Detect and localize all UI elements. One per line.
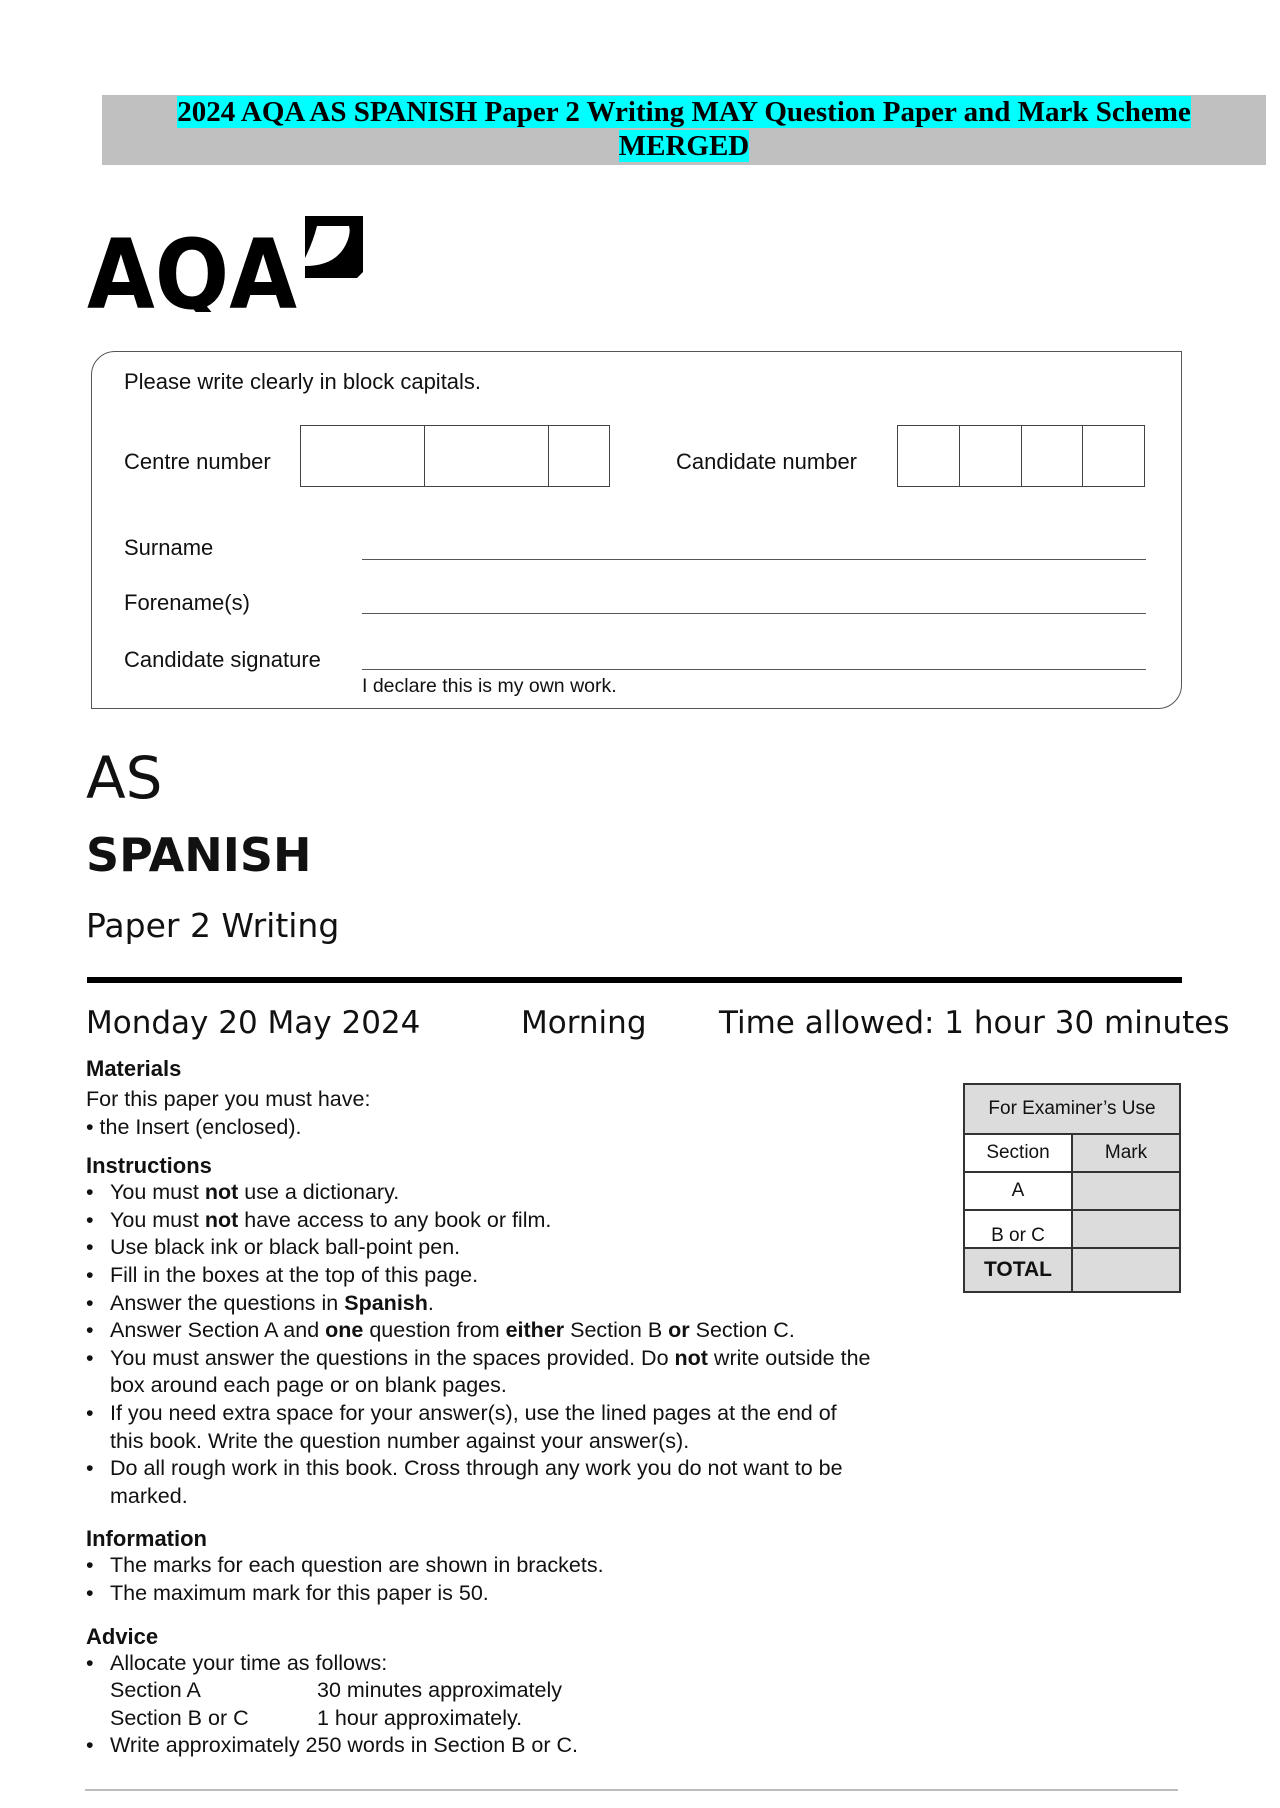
bullet-icon: • bbox=[86, 1553, 94, 1578]
signature-label: Candidate signature bbox=[124, 647, 321, 672]
document-title-banner bbox=[102, 95, 1266, 165]
section-a-mark bbox=[1072, 1172, 1180, 1210]
advice-allocate: Allocate your time as follows: bbox=[110, 1650, 388, 1675]
time-allowed: Time allowed: 1 hour 30 minutes bbox=[719, 1005, 1230, 1041]
rubric bbox=[86, 1056, 986, 1760]
list-item bbox=[86, 1455, 876, 1510]
bullet-icon: • bbox=[86, 1290, 94, 1315]
text-segment: You must bbox=[110, 1207, 205, 1232]
allocation-section: Section B or C bbox=[110, 1705, 249, 1730]
bullet-icon: • bbox=[86, 1318, 94, 1343]
declaration-text: I declare this is my own work. bbox=[362, 675, 617, 697]
list-item-text bbox=[110, 1552, 604, 1580]
list-item bbox=[86, 1345, 876, 1400]
list-item-text bbox=[110, 1345, 876, 1400]
list-item-text bbox=[110, 1262, 478, 1290]
emphasis-text: not bbox=[674, 1345, 708, 1370]
list-item-text bbox=[110, 1234, 460, 1262]
information-list bbox=[86, 1552, 986, 1607]
examiner-table-title: For Examiner’s Use bbox=[964, 1084, 1180, 1134]
candidate-number-digit[interactable] bbox=[1083, 426, 1144, 486]
list-item-text bbox=[110, 1207, 551, 1235]
exam-date: Monday 20 May 2024 bbox=[86, 1005, 421, 1041]
section-b-or-c-label: B or C bbox=[964, 1210, 1072, 1248]
candidate-number-label: Candidate number bbox=[676, 449, 858, 474]
bullet-icon: • bbox=[86, 1207, 94, 1232]
advice-list bbox=[86, 1650, 986, 1760]
allocation-time: 1 hour approximately. bbox=[317, 1705, 523, 1730]
centre-number-digit[interactable] bbox=[549, 426, 609, 486]
subject-title: SPANISH bbox=[86, 828, 312, 882]
text-segment: If you need extra space for your answer(s), use the lined pages at the end of this book. Write the question number against your answer(s). bbox=[110, 1400, 837, 1453]
list-item: • Allocate your time as follows: bbox=[86, 1650, 986, 1678]
list-item bbox=[86, 1207, 876, 1235]
candidate-number-digit[interactable] bbox=[898, 426, 960, 486]
emphasis-text: or bbox=[668, 1318, 690, 1343]
list-item bbox=[86, 1234, 876, 1262]
text-segment: You must bbox=[110, 1180, 205, 1205]
text-segment: write outside the box around each page or on blank pages. bbox=[110, 1345, 871, 1398]
text-segment: Answer Section A and bbox=[110, 1318, 326, 1343]
list-item bbox=[86, 1400, 876, 1455]
time-allocation-row bbox=[86, 1705, 986, 1733]
text-segment: have access to any book or film. bbox=[238, 1207, 552, 1232]
total-mark bbox=[1072, 1248, 1180, 1292]
text-segment: use a dictionary. bbox=[238, 1180, 400, 1205]
forename-field[interactable] bbox=[362, 613, 1146, 614]
mark-header: Mark bbox=[1072, 1134, 1180, 1172]
allocation-section: Section A bbox=[110, 1678, 201, 1703]
banner-line-2: MERGED bbox=[618, 130, 750, 162]
materials-intro: For this paper you must have: bbox=[86, 1087, 371, 1111]
bullet-icon: • bbox=[86, 1456, 94, 1481]
qualification-level: AS bbox=[86, 744, 163, 812]
allocation-time: 30 minutes approximately bbox=[317, 1678, 562, 1703]
forename-label: Forename(s) bbox=[124, 590, 250, 615]
list-item-text bbox=[110, 1317, 795, 1345]
bullet-icon: • bbox=[86, 1400, 94, 1425]
text-segment: Section B bbox=[564, 1318, 669, 1343]
list-item-text bbox=[110, 1580, 489, 1608]
bullet-icon: • bbox=[86, 1262, 94, 1287]
list-item bbox=[86, 1552, 986, 1580]
bullet-icon: • bbox=[86, 1180, 94, 1205]
text-segment: question from bbox=[363, 1318, 506, 1343]
divider bbox=[87, 977, 1182, 983]
emphasis-text: either bbox=[505, 1318, 565, 1343]
centre-number-label: Centre number bbox=[124, 449, 271, 474]
text-segment: The marks for each question are shown in brackets. bbox=[110, 1553, 604, 1578]
svg-text:AQA: AQA bbox=[87, 219, 297, 312]
section-header: Section bbox=[964, 1134, 1072, 1172]
page-footer-rule bbox=[85, 1789, 1178, 1791]
examiners-use-table bbox=[963, 1083, 1181, 1293]
list-item: • Write approximately 250 words in Section B or C. bbox=[86, 1732, 986, 1760]
materials-heading: Materials bbox=[86, 1056, 182, 1081]
instructions-list bbox=[86, 1179, 876, 1510]
emphasis-text: not bbox=[204, 1207, 239, 1232]
list-item bbox=[86, 1580, 986, 1608]
list-item bbox=[86, 1317, 876, 1345]
list-item bbox=[86, 1290, 876, 1318]
materials-item: • the Insert (enclosed). bbox=[86, 1114, 302, 1139]
instructions-heading: Instructions bbox=[86, 1153, 212, 1179]
emphasis-text: Spanish bbox=[344, 1290, 428, 1315]
text-segment: The maximum mark for this paper is 50. bbox=[110, 1580, 489, 1605]
text-segment: Fill in the boxes at the top of this page. bbox=[110, 1262, 479, 1287]
text-segment: Use black ink or black ball-point pen. bbox=[110, 1235, 461, 1260]
text-segment: Section C. bbox=[689, 1318, 795, 1343]
surname-field[interactable] bbox=[362, 559, 1146, 560]
paper-title: Paper 2 Writing bbox=[86, 906, 340, 945]
candidate-number-input[interactable] bbox=[897, 425, 1145, 487]
candidate-number-digit[interactable] bbox=[1022, 426, 1083, 486]
text-segment: Do all rough work in this book. Cross through any work you do not want to be marked. bbox=[110, 1456, 843, 1508]
emphasis-text: not bbox=[204, 1180, 239, 1205]
emphasis-text: one bbox=[325, 1318, 364, 1343]
list-item-text bbox=[110, 1290, 434, 1318]
centre-number-digit[interactable] bbox=[301, 426, 425, 486]
information-heading: Information bbox=[86, 1526, 207, 1552]
section-a-label: A bbox=[964, 1172, 1072, 1210]
list-item-text bbox=[110, 1400, 876, 1455]
bullet-icon: • bbox=[86, 1345, 94, 1370]
advice-words: Write approximately 250 words in Section B or C. bbox=[110, 1733, 579, 1758]
text-segment: . bbox=[427, 1290, 434, 1315]
bullet-icon: • bbox=[86, 1580, 94, 1605]
centre-number-digit[interactable] bbox=[425, 426, 549, 486]
time-allocation-row bbox=[86, 1677, 986, 1705]
list-item-text bbox=[110, 1455, 876, 1510]
bullet-icon: • bbox=[86, 1235, 94, 1260]
aqa-logo bbox=[87, 212, 367, 317]
signature-field[interactable] bbox=[362, 669, 1146, 670]
advice-heading: Advice bbox=[86, 1623, 159, 1649]
list-item-text bbox=[110, 1179, 399, 1207]
text-segment: Answer the questions in bbox=[110, 1290, 345, 1315]
total-label: TOTAL bbox=[964, 1248, 1072, 1292]
text-segment: You must answer the questions in the spaces provided. Do bbox=[110, 1345, 675, 1370]
materials-item-text: the Insert (enclosed). bbox=[99, 1114, 302, 1139]
list-item bbox=[86, 1179, 876, 1207]
list-item bbox=[86, 1262, 876, 1290]
exam-session: Morning bbox=[521, 1005, 647, 1041]
section-b-or-c-mark bbox=[1072, 1210, 1180, 1248]
block-capitals-instruction: Please write clearly in block capitals. bbox=[124, 369, 482, 394]
candidate-number-digit[interactable] bbox=[960, 426, 1022, 486]
surname-label: Surname bbox=[124, 535, 214, 560]
banner-line-1: 2024 AQA AS SPANISH Paper 2 Writing MAY Question Paper and Mark Scheme bbox=[177, 96, 1191, 128]
centre-number-input[interactable] bbox=[300, 425, 610, 487]
